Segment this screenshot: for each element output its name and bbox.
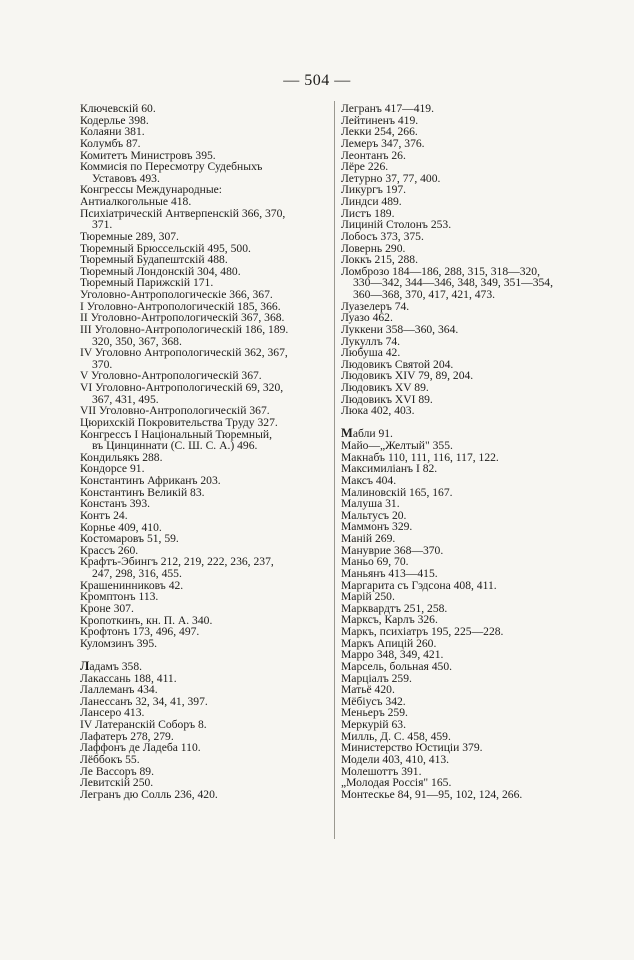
index-entry: Матьё 420. [341,683,395,697]
index-entry: Тюремные 289, 307. [80,229,179,243]
index-entry: Луазо 462. [341,311,393,325]
index-entry: Линдси 489. [341,195,402,208]
index-entry: Кодерлье 398. [80,113,149,127]
index-entry: Кондильякъ 288. [80,450,163,464]
index-entry: Лициній Столонъ 253. [341,218,452,232]
index-entry: Лакассань 188, 411. [80,671,177,685]
index-entry: Ле Вассоръ 89. [80,764,154,778]
index-entry: Тюремный Парижскій 171. [80,276,214,290]
index-entry: Констанъ 393. [80,497,151,511]
index-entry: Крафтъ-Эбингъ 212, 219, 222, 236, 237, [80,555,274,569]
index-entry: Маній 269. [341,532,396,546]
index-entry: Маньянъ 413—415. [341,566,438,580]
index-entry: Министерство Юстиціи 379. [341,741,483,755]
index-entry: Цюрихскій Покровительства Труду 327. [80,415,278,429]
index-entry: Малуша 31. [341,497,400,511]
index-entry: Меркурій 63. [341,718,406,732]
index-entry: Уставовъ 493. [92,171,160,185]
index-entry: Мёбіусъ 342. [341,694,406,708]
index-entry: 370. [92,357,113,371]
index-entry: Ладамъ 358. [80,658,143,673]
index-entry: II Уголовно-Антропологическій 367, 368. [80,311,285,325]
index-entry: 360—368, 370, 417, 421, 473. [353,288,496,301]
index-entry: Малиновскій 165, 167. [341,485,453,499]
index-entry: Ликургъ 197. [341,183,407,197]
index-entry: Мануврие 368—370. [341,543,444,557]
index-entry: Контъ 24. [80,508,128,522]
index-entry: Маркъ, психіатръ 195, 225—228. [341,625,504,639]
index-entry: въ Цинциннати (С. Ш. С. А.) 496. [92,439,258,453]
index-entry: Лёббокъ 55. [80,752,140,766]
index-entry: Тюремный Лондонскій 304, 480. [80,264,241,278]
index-entry: 247, 298, 316, 455. [92,567,182,580]
index-entry: 330—342, 344—346, 348, 349, 351—354, [353,276,553,290]
index-entry: Луазелеръ 74. [341,299,410,313]
index-entry: Колаяни 381. [80,125,145,139]
index-entry: Константинъ Великій 83. [80,485,205,499]
index-entry: Люка 402, 403. [341,404,415,418]
index-entry: Кроне 307. [80,601,134,615]
index-entry: Марксъ, Карлъ 326. [341,613,438,627]
index-column-left [80,103,330,800]
index-entry: Уголовно-Антропологическіе 366, 367. [80,288,273,301]
index-entry: 320, 350, 367, 368. [92,334,182,348]
index-entry: Комитетъ Министровъ 395. [80,148,216,162]
index-entry: Марій 250. [341,590,395,604]
index-entry: Монтескье 84, 91—95, 102, 124, 266. [341,787,523,801]
index-entry: Мальтусъ 20. [341,508,407,522]
index-entry: „Молодая Россія" 165. [341,776,452,790]
index-entry: Марквардтъ 251, 258. [341,601,448,615]
index-entry: Молешоттъ 391. [341,764,422,778]
index-entry: Кондорсе 91. [80,462,145,476]
index-entry: Лёре 226. [341,160,389,174]
index-entry: Коммисія по Пересмотру Судебныхъ [80,160,263,174]
index-entry: Конгрессъ I Національный Тюремный, [80,427,272,441]
index-entry: Людовикъ XVI 89. [341,392,433,406]
index-entry: Лафатеръ 278, 279. [80,729,174,743]
index-entry: Максъ 404. [341,473,397,487]
index-entry: VI Уголовно-Антропологическій 69, 320, [80,381,284,394]
index-column-right [341,103,596,800]
index-entry: Лукуллъ 74. [341,334,401,348]
index-entry: Тюремный Будапештскій 488. [80,253,228,267]
index-entry: Локкъ 215, 288. [341,253,419,267]
index-entry: Крассъ 260. [80,543,139,557]
index-entry: Куломзинъ 395. [80,636,158,650]
index-entry: VII Уголовно-Антропологическій 367. [80,404,270,418]
index-entry: Лекки 254, 266. [341,125,418,139]
index-entry: Легранъ 417—419. [341,102,434,115]
index-entry: Милль, Д. С. 458, 459. [341,729,451,743]
index-entry: Кромптонъ 113. [80,590,159,604]
index-entry: III Уголовно-Антропологическій 186, 189. [80,322,289,336]
index-entry: Легранъ дю Солль 236, 420. [80,787,218,801]
index-entry: Корнье 409, 410. [80,520,162,534]
index-entry: Людовикъ Святой 204. [341,357,454,371]
index-entry: Ключевскій 60. [80,102,156,115]
index-entry: Мабли 91. [341,426,393,441]
column-divider [334,101,335,839]
index-entry: Тюремный Брюссельскій 495, 500. [80,241,251,255]
index-entry: Листъ 189. [341,206,395,220]
index-entry: Маркъ Апицій 260. [341,636,437,650]
index-entry: Ланессанъ 32, 34, 41, 397. [80,694,208,708]
index-entry: V Уголовно-Антропологическій 367. [80,369,262,383]
index-entry: Лейтиненъ 419. [341,113,419,127]
index-entry: Людовикъ XIV 79, 89, 204. [341,369,474,383]
index-entry: Марро 348, 349, 421. [341,648,444,662]
index-entry: Меньеръ 259. [341,706,408,720]
index-entry: Антиалкогольные 418. [80,195,192,208]
index-entry: Марціалъ 259. [341,671,412,685]
index-entry: 371. [92,218,113,232]
index-entry: Любуша 42. [341,346,401,360]
index-entry: I Уголовно-Антропологическій 185, 366. [80,299,281,313]
index-entry: Маргарита съ Гэдсона 408, 411. [341,578,497,592]
index-entry: Лемеръ 347, 376. [341,136,425,150]
index-entry: Людовикъ XV 89. [341,381,429,394]
index-entry: Лобосъ 373, 375. [341,229,424,243]
index-entry: Летурно 37, 77, 400. [341,171,441,185]
index-entry: Луккени 358—360, 364. [341,322,459,336]
index-entry: Крашенинниковъ 42. [80,578,184,592]
index-entry: Леонтанъ 26. [341,148,406,162]
index-entry: IV Латеранскій Соборъ 8. [80,718,207,732]
index-entry: Маньо 69, 70. [341,555,409,569]
index-entry: Майо—„Желтый" 355. [341,439,453,453]
index-entry: Конгрессы Международные: [80,183,223,197]
index-entry: Левитскій 250. [80,776,154,790]
index-entry: Марсель, больная 450. [341,659,453,673]
index-entry: Константинъ Африканъ 203. [80,474,221,487]
index-entry: Макнабъ 110, 111, 116, 117, 122. [341,450,499,464]
index-entry: Лаллеманъ 434. [80,683,158,697]
index-entry: Лаффонъ де Ладеба 110. [80,741,201,755]
index-entry: Маммонъ 329. [341,520,413,534]
index-entry: Лансеро 413. [80,706,145,720]
index-entry: Модели 403, 410, 413. [341,752,450,766]
page-number: — 504 — [283,72,351,89]
index-entry: Ломброзо 184—186, 288, 315, 318—320, [341,264,541,278]
index-entry: IV Уголовно Антропологическій 362, 367, [80,346,288,360]
index-entry: Психіатрическій Антверпенскій 366, 370, [80,206,286,220]
index-entry: Колумбъ 87. [80,136,141,150]
index-entry: Ловернь 290. [341,241,406,255]
index-entry: Максимиліанъ I 82. [341,462,438,476]
index-entry: Кропоткинъ, кн. П. А. 340. [80,613,213,627]
index-entry: Костомаровъ 51, 59. [80,532,179,546]
index-entry: 367, 431, 495. [92,392,159,406]
index-entry: Крофтонъ 173, 496, 497. [80,625,200,639]
